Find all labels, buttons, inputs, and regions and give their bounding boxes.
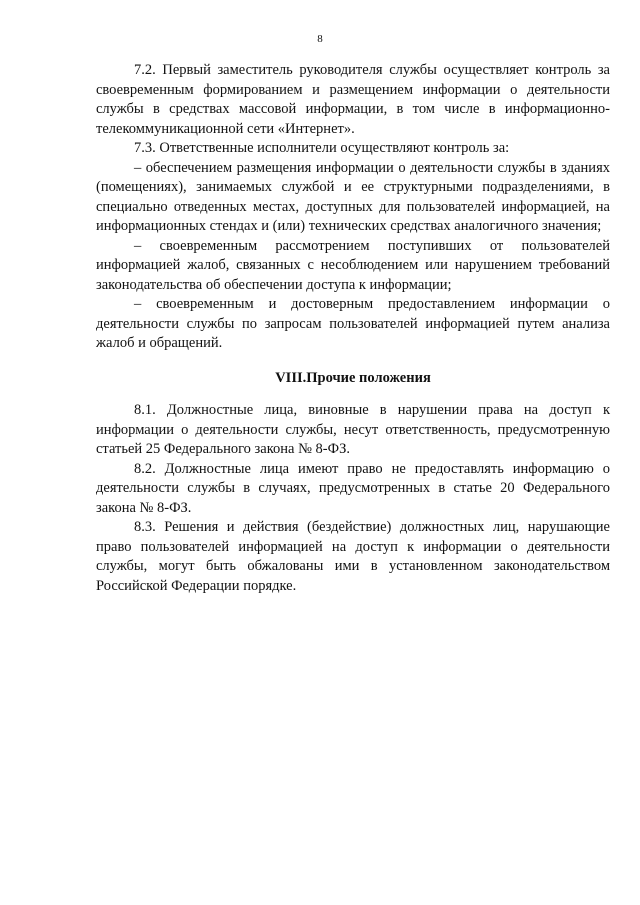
list-item: – обеспечением размещения информации о деятельности службы в зданиях (помещениях), занимаемых службой и ее структурными подразделениями, в специально отведенных местах, доступных для пользователей информацией, на информационных стендах и (или) технических средствах аналогичного значения; bbox=[96, 159, 610, 234]
paragraph-8-1: 8.1. Должностные лица, виновные в нарушении права на доступ к информации о деятельности службы, несут ответственность, предусмотренную статьей 25 Федерального закона № 8-ФЗ. bbox=[96, 402, 610, 457]
section-title: VIII.Прочие положения bbox=[275, 369, 431, 386]
paragraph-8-3: 8.3. Решения и действия (бездействие) должностных лиц, нарушающие право пользователей информацией на доступ к информации о деятельности службы, могут быть обжалованы ими в установленном законодательством Российской Федерации порядке. bbox=[96, 519, 610, 594]
list-item: – своевременным рассмотрением поступивших от пользователей информацией жалоб, связанных с несоблюдением или нарушением требований законодательства об обеспечении доступа к информации; bbox=[96, 237, 610, 293]
paragraph-8-2: 8.2. Должностные лица имеют право не предоставлять информацию о деятельности службы в случаях, предусмотренных в статье 20 Федерального закона № 8-ФЗ. bbox=[96, 460, 610, 516]
list-item: – своевременным и достоверным предоставлением информации о деятельности службы по запросам пользователей информацией путем анализа жалоб и обращений. bbox=[96, 296, 610, 351]
paragraph-7-2: 7.2. Первый заместитель руководителя службы осуществляет контроль за своевременным формированием и размещением информации о деятельности службы в средствах массовой информации, в том числе в информационно-телекоммуникационной сети «Интернет». bbox=[96, 62, 610, 137]
paragraph-7-3: 7.3. Ответственные исполнители осуществляют контроль за: bbox=[134, 140, 510, 156]
document-body bbox=[96, 61, 610, 596]
page-number: 8 bbox=[317, 33, 323, 45]
